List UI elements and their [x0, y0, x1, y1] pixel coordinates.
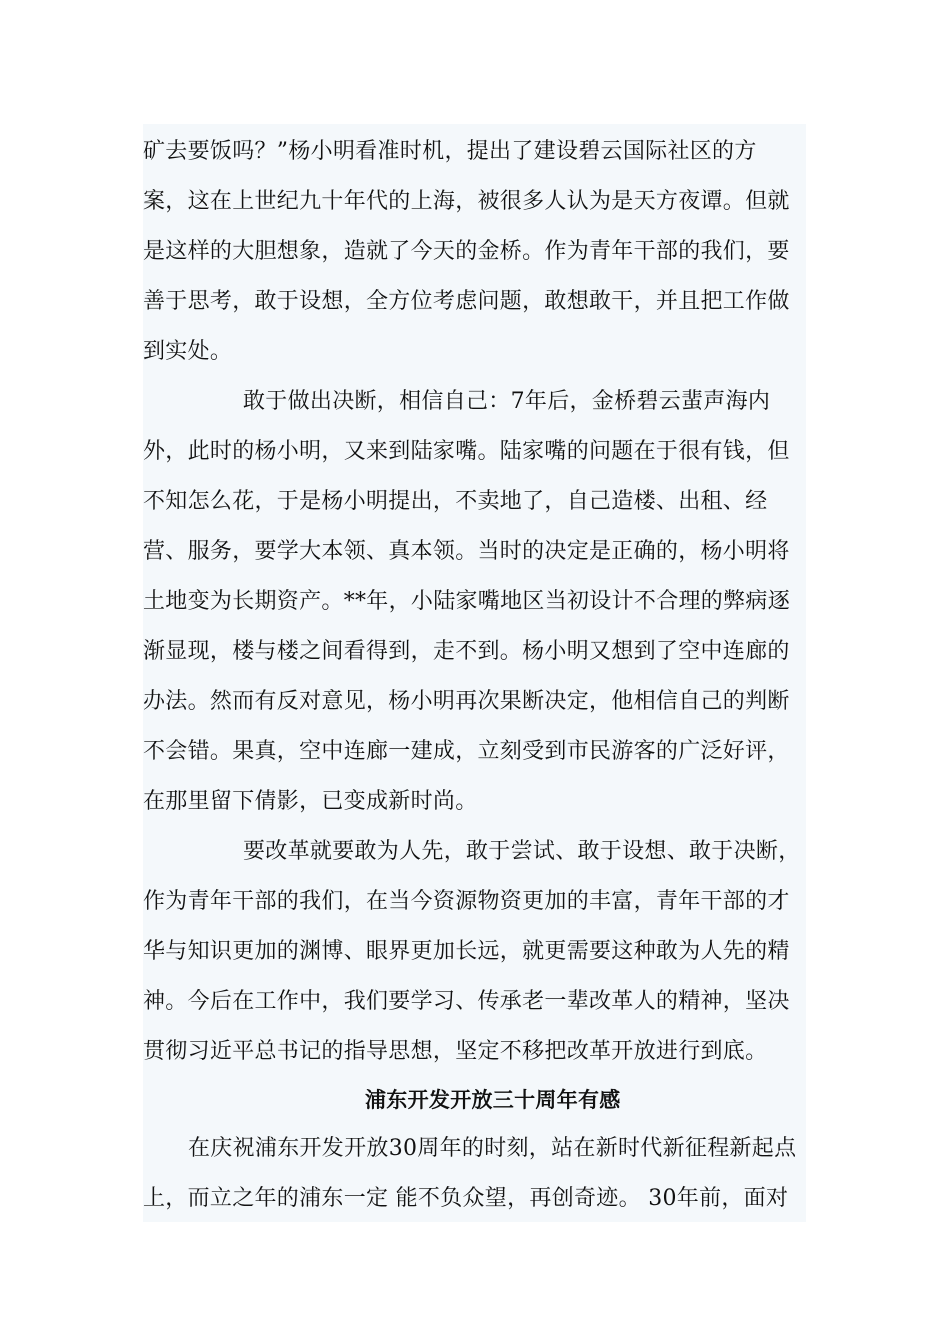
text-line: 贯彻习近平总书记的指导思想，坚定不移把改革开放进行到底。 [143, 1039, 768, 1064]
text-line: 土地变为长期资产。**年，小陆家嘴地区当初设计不合理的弊病逐 [143, 589, 791, 614]
text-line: 善于思考，敢于设想，全方位考虑问题，敢想敢干，并且把工作做 [143, 289, 790, 314]
text-line: 案，这在上世纪九十年代的上海，被很多人认为是天方夜谭。但就 [143, 189, 790, 214]
text-line: 是这样的大胆想象，造就了今天的金桥。作为青年干部的我们，要 [143, 239, 790, 264]
text-line: 矿去要饭吗？”杨小明看准时机，提出了建设碧云国际社区的方 [143, 139, 757, 164]
section-heading: 浦东开发开放三十周年有感 [365, 1088, 621, 1112]
text-line: 在那里留下倩影，已变成新时尚。 [143, 789, 478, 814]
text-line: 上，而立之年的浦东一定 能不负众望，再创奇迹。 30年前，面对 [143, 1186, 789, 1211]
text-line: 到实处。 [143, 339, 233, 364]
text-line: 华与知识更加的渊博、眼界更加长远，就更需要这种敢为人先的精 [143, 939, 790, 964]
text-block [143, 124, 806, 1222]
text-line: 不会错。果真，空中连廊一建成，立刻受到市民游客的广泛好评， [143, 739, 790, 764]
text-line: 外，此时的杨小明，又来到陆家嘴。陆家嘴的问题在于很有钱，但 [143, 439, 790, 464]
text-line: 办法。然而有反对意见，杨小明再次果断决定，他相信自己的判断 [143, 689, 790, 714]
text-line: 不知怎么花，于是杨小明提出，不卖地了，自己造楼、出租、经 [143, 489, 768, 514]
paragraph-start-line: 敢于做出决断，相信自己：7年后，金桥碧云蜚声海内 [243, 389, 771, 414]
paragraph-start-line: 要改革就要敢为人先，敢于尝试、敢于设想、敢于决断， [243, 839, 801, 864]
text-line: 神。今后在工作中，我们要学习、传承老一辈改革人的精神，坚决 [143, 989, 790, 1014]
text-line: 营、服务，要学大本领、真本领。当时的决定是正确的，杨小明将 [143, 539, 790, 564]
text-line: 渐显现，楼与楼之间看得到，走不到。杨小明又想到了空中连廊的 [143, 639, 790, 664]
paragraph-start-line: 在庆祝浦东开发开放30周年的时刻，站在新时代新征程新起点 [188, 1136, 797, 1161]
text-line: 作为青年干部的我们，在当今资源物资更加的丰富，青年干部的才 [143, 889, 790, 914]
